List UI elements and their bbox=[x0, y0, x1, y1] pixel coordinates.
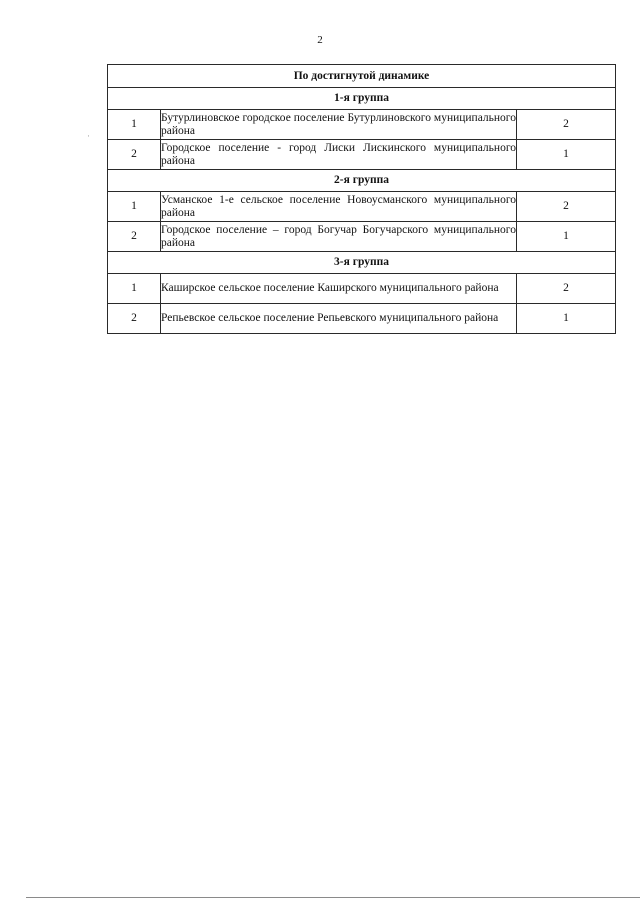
group-title-row bbox=[108, 170, 616, 192]
rank-value: 1 bbox=[517, 140, 616, 170]
settlement-name: Каширское сельское поселение Каширского муниципального района bbox=[161, 274, 517, 304]
page-number: 2 bbox=[317, 34, 323, 46]
group-title: 3-я группа bbox=[108, 252, 616, 274]
table-row bbox=[108, 304, 616, 334]
section-title: По достигнутой динамике bbox=[108, 65, 616, 88]
row-number: 2 bbox=[108, 222, 161, 252]
group-title-row bbox=[108, 252, 616, 274]
row-number: 1 bbox=[108, 110, 161, 140]
rank-value: 2 bbox=[517, 274, 616, 304]
settlement-name: Репьевское сельское поселение Репьевского муниципального района bbox=[161, 304, 517, 334]
results-table bbox=[107, 64, 616, 334]
page-bottom-edge bbox=[26, 897, 640, 898]
table-row bbox=[108, 110, 616, 140]
group-title-row bbox=[108, 88, 616, 110]
row-number: 1 bbox=[108, 192, 161, 222]
table-row bbox=[108, 274, 616, 304]
row-number: 2 bbox=[108, 140, 161, 170]
rank-value: 2 bbox=[517, 110, 616, 140]
rank-value: 1 bbox=[517, 222, 616, 252]
group-title: 1-я группа bbox=[108, 88, 616, 110]
settlement-name: Усманское 1-е сельское поселение Новоусманского муниципального района bbox=[161, 192, 517, 222]
rank-value: 1 bbox=[517, 304, 616, 334]
group-title: 2-я группа bbox=[108, 170, 616, 192]
row-number: 2 bbox=[108, 304, 161, 334]
settlement-name: Городское поселение – город Богучар Богучарского муниципального района bbox=[161, 222, 517, 252]
table-row bbox=[108, 222, 616, 252]
rank-value: 2 bbox=[517, 192, 616, 222]
settlement-name: Городское поселение - город Лиски Лискинского муниципального района bbox=[161, 140, 517, 170]
section-title-row bbox=[108, 65, 616, 88]
settlement-name: Бутурлиновское городское поселение Бутурлиновского муниципального района bbox=[161, 110, 517, 140]
scan-mark: · bbox=[87, 131, 90, 141]
table-row bbox=[108, 192, 616, 222]
table-row bbox=[108, 140, 616, 170]
row-number: 1 bbox=[108, 274, 161, 304]
